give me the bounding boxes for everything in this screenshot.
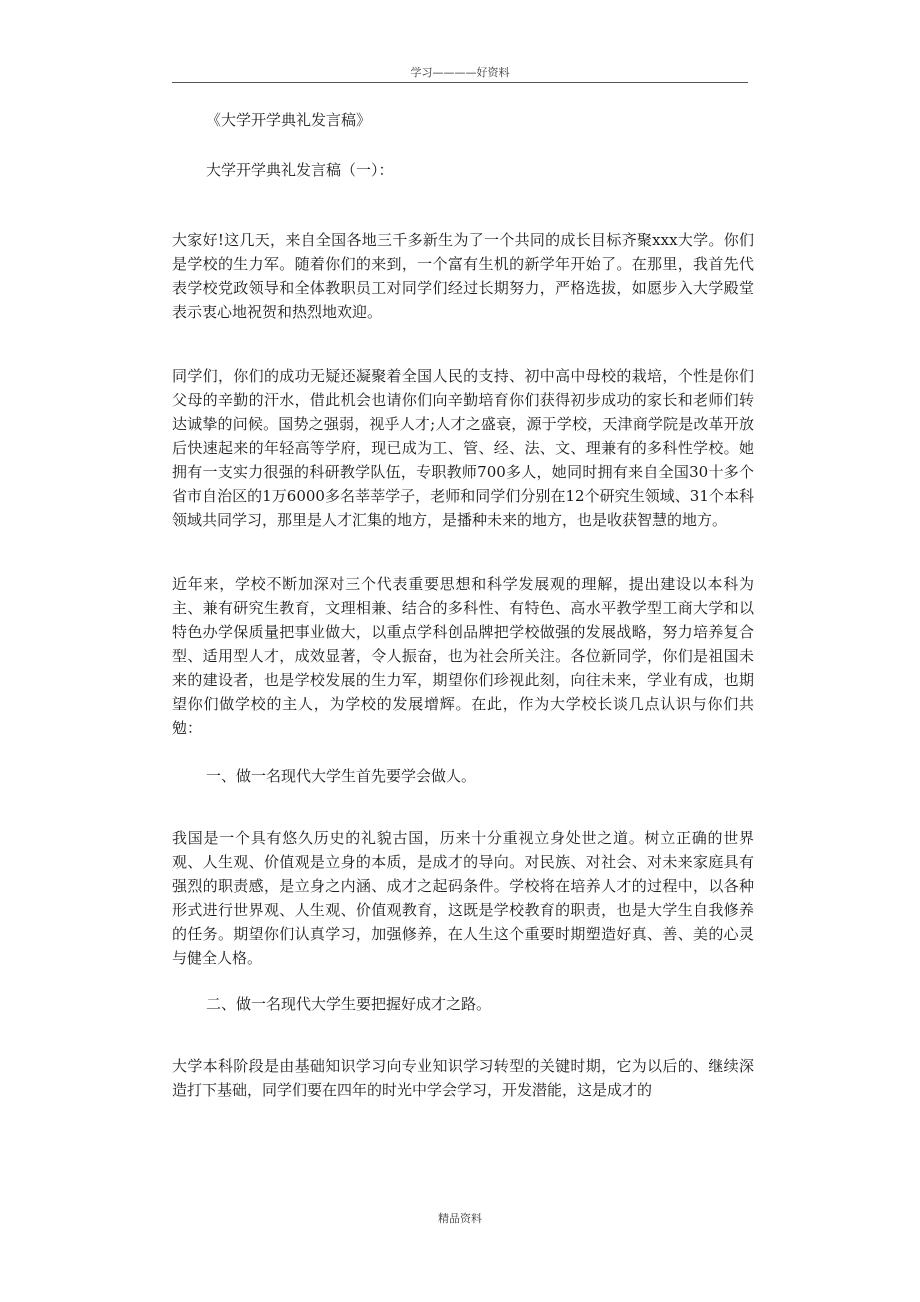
document-body — [172, 108, 754, 1102]
section-heading-2: 二、做一名现代大学生要把握好成才之路。 — [206, 995, 492, 1013]
paragraph-5: 大学本科阶段是由基础知识学习向专业知识学习转型的关键时期，它为以后的、继续深造打下基础，同学们要在四年的时光中学会学习，开发潜能，这是成才的 — [172, 1057, 754, 1099]
section-heading-1: 一、做一名现代大学生首先要学会做人。 — [206, 767, 477, 785]
paragraph-3: 近年来，学校不断加深对三个代表重要思想和科学发展观的理解，提出建设以本科为主、兼有研究生教育，文理相兼、结合的多科性、有特色、高水平教学型工商大学和以特色办学保质量把事业做大，以重点学科创品牌把学校做强的发展战略，努力培养复合型、适用型人才，成效显著，令人振奋，也为社会所关注。各位新同学，你们是祖国未来的建设者，也是学校发展的生力军，期望你们珍视此刻，向往未来，学业有成，也期望你们做学校的主人，为学校的发展增辉。在此，作为大学校长谈几点认识与你们共勉： — [172, 575, 754, 737]
paragraph-4: 我国是一个具有悠久历史的礼貌古国，历来十分重视立身处世之道。树立正确的世界观、人生观、价值观是立身的本质，是成才的导向。对民族、对社会、对未来家庭具有强烈的职责感，是立身之内涵、成才之起码条件。学校将在培养人才的过程中，以各种形式进行世界观、人生观、价值观教育，这既是学校教育的职责，也是大学生自我修养的任务。期望你们认真学习，加强修养，在人生这个重要时期塑造好真、善、美的心灵与健全人格。 — [172, 829, 754, 967]
document-subtitle: 大学开学典礼发言稿（一）： — [206, 161, 394, 179]
paragraph-2: 同学们，你们的成功无疑还凝聚着全国人民的支持、初中高中母校的栽培，个性是你们父母的辛勤的汗水，借此机会也请你们向辛勤培育你们获得初步成功的家长和老师们转达诚挚的问候。国势之强弱，视乎人才;人才之盛衰，源于学校，天津商学院是改革开放后快速起来的年轻高等学府，现已成为工、管、经、法、文、理兼有的多科性学校。她拥有一支实力很强的科研教学队伍，专职教师700多人，她同时拥有来自全国30十多个省市自治区的1万6000多名莘莘学子，老师和同学们分别在12个研究生领域、31个本科领域共同学习，那里是人才汇集的地方，是播种未来的地方，也是收获智慧的地方。 — [172, 367, 754, 529]
paragraph-1: 大家好!这几天，来自全国各地三千多新生为了一个共同的成长目标齐聚xxx大学。你们是学校的生力军。随着你们的来到，一个富有生机的新学年开始了。在那里，我首先代表学校党政领导和全体教职员工对同学们经过长期努力，严格选拔，如愿步入大学殿堂表示衷心地祝贺和热烈地欢迎。 — [172, 231, 754, 321]
page-footer: 精品资料 — [438, 1212, 482, 1225]
document-title: 《大学开学典礼发言稿》 — [206, 111, 372, 129]
page-header: 学习————好资料 — [172, 66, 748, 83]
